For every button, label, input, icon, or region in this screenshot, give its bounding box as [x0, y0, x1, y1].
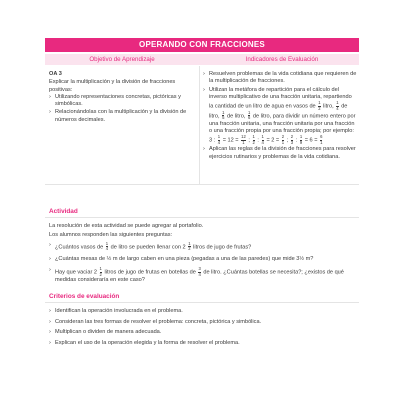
- header-indicadores: Indicadores de Evaluación: [245, 56, 319, 63]
- actividad-title: Actividad: [49, 208, 78, 215]
- criterios-list: [49, 308, 359, 351]
- question-item: › ¿Cuántas mesas de ½ m de largo caben en una pieza (pegadas a una de las paredes) que mide 3½ m?: [49, 256, 359, 263]
- fraction: $\frac{1}{5}$: [222, 110, 225, 121]
- fraction: $\frac{1}{4}$: [105, 241, 109, 252]
- fraction: $\frac{2}{3}$: [290, 134, 294, 145]
- section-banner: OPERANDO CON FRACCIONES: [45, 38, 359, 52]
- example-equation: 3 : $\frac{1}{4}$ = 12 = $\frac{12}{1}$ ; $\frac{1}{2}$ : $\frac{1}{4}$ = 2 = $\frac{2}{1}$ ; $\frac{2}{3}$ : $\frac{1}{9}$ = 6 = $\frac{6}{1}$: [209, 134, 323, 145]
- fraction: $\frac{1}{4}$: [261, 134, 264, 145]
- actividad-intro: Los alumnos responden las siguientes preguntas:: [49, 232, 173, 238]
- fraction: $\frac{1}{2}$: [252, 134, 255, 145]
- question-item: › Hay que vaciar 2 $\frac{1}{2}$ litros de jugo de frutas en botellas de $\frac{3}{4}$ de litro. ¿Cuántas botellas se necesita?; ¿existos de qué medidas consideraría en este caso?: [49, 267, 359, 284]
- criterio-item: › Identifican la operación involucrada en el problema.: [49, 308, 359, 315]
- actividad-intro: La resolución de esta actividad se puede agregar al portafolio.: [49, 223, 204, 229]
- section-rule: [45, 217, 359, 218]
- indicator-text: Utilizan la metáfora de repartición para el cálculo del inverso multiplicativo de una fracción unitaria, repartiendo la cantidad de un litro de agua en vasos de: [209, 86, 352, 110]
- indicator-text: de litro,: [209, 103, 348, 120]
- indicator-list: [203, 71, 357, 161]
- table-bottom-rule: [45, 184, 359, 185]
- oa-item: › Utilizando representaciones concretas, pictóricas y simbólicas.: [49, 94, 195, 109]
- fraction: $\frac{1}{4}$: [336, 100, 339, 111]
- oa-list: [49, 94, 195, 124]
- section-rule: [45, 302, 359, 303]
- fraction: $\frac{3}{4}$: [198, 266, 201, 277]
- criterios-title: Criterios de evaluación: [49, 293, 120, 300]
- question-list: [49, 242, 359, 288]
- indicator-item: [203, 87, 357, 146]
- fraction: $\frac{1}{6}$: [247, 110, 251, 121]
- criterio-item: › Multiplican o dividen de manera adecuada.: [49, 329, 359, 336]
- indicator-text: de litro, para dividir un número entero por una fracción unitaria, una fracción unitaria por una fracción o una fracción propia por una fracción propia; por ejemplo:: [209, 113, 356, 135]
- question-item: › ¿Cuántos vasos de $\frac{1}{4}$ de litro se pueden llenar con 2 $\frac{1}{2}$ litros de jugo de frutas?: [49, 242, 359, 252]
- fraction: $\frac{1}{4}$: [217, 134, 221, 145]
- fraction: $\frac{1}{2}$: [188, 241, 191, 252]
- criterio-item: › Explican el uso de la operación elegida y la forma de resolver el problema.: [49, 340, 359, 347]
- fraction: $\frac{6}{1}$: [320, 134, 323, 145]
- oa-item: › Relacionándolas con la multiplicación y la división de números decimales.: [49, 109, 195, 124]
- column-divider: [199, 66, 200, 184]
- objetivo-cell: [49, 71, 195, 125]
- fraction: $\frac{2}{1}$: [281, 134, 285, 145]
- oa-text: Explicar la multiplicación y la división de fracciones positivas:: [49, 79, 176, 93]
- header-objetivo: Objetivo de Aprendizaje: [89, 56, 155, 63]
- fraction: $\frac{1}{2}$: [318, 100, 321, 111]
- fraction: $\frac{12}{1}$: [241, 134, 246, 145]
- fraction: $\frac{1}{9}$: [299, 134, 303, 145]
- table-header: [45, 54, 359, 65]
- oa-code: OA 3: [49, 71, 62, 77]
- indicator-text: de litro,: [227, 113, 246, 120]
- indicadores-cell: [203, 71, 357, 162]
- indicator-item: › Resuelven problemas de la vida cotidiana que requieren de la multiplicación de fracciones.: [203, 71, 357, 86]
- indicator-item: › Aplican las reglas de la división de fracciones para resolver ejercicios rutinarios y problemas de la vida cotidiana.: [203, 146, 357, 161]
- criterio-item: › Consideran las tres formas de resolver el problema: concreta, pictórica y simbólica.: [49, 319, 359, 326]
- fraction: $\frac{1}{2}$: [99, 266, 102, 277]
- indicator-text: litro,: [323, 103, 334, 110]
